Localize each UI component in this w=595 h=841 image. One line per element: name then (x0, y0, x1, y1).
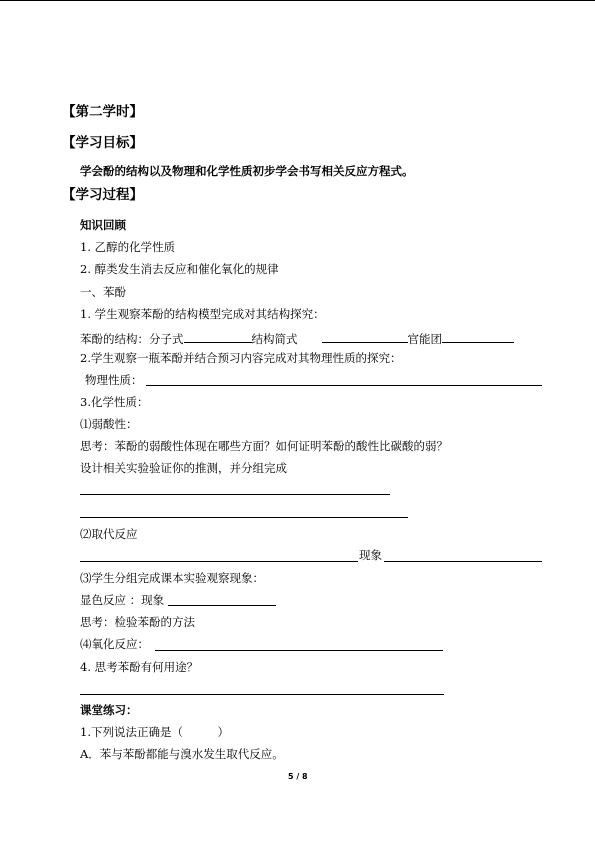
section-goals-heading: 【学习目标】 (62, 135, 143, 151)
color-reaction-label: 显色反应 ：现象 (80, 593, 165, 607)
color-reaction-blank[interactable] (168, 605, 276, 606)
experiment-blank-1[interactable] (80, 494, 390, 495)
section-period-heading: 【第二学时】 (62, 104, 143, 120)
practice-title: 课堂练习： (80, 703, 138, 717)
uses-question: 4. 思考苯酚有何用途？ (80, 660, 199, 674)
acidity-label: ⑴弱酸性： (80, 417, 138, 431)
phenol-heading: 一、苯酚 (80, 285, 126, 299)
experiment-blank-2[interactable] (80, 517, 408, 518)
page-number: 5 / 8 (288, 772, 308, 781)
goal-text: 学会酚的结构以及物理和化学性质初步学会书写相关反应方程式。 (80, 164, 414, 178)
acidity-think-text: 思考：苯酚的弱酸性体现在哪些方面？如何证明苯酚的酸性比碳酸的弱？ (80, 439, 448, 453)
group-experiment-text: ⑶学生分组完成课本实验观察现象： (80, 571, 264, 585)
structure-line (80, 331, 514, 346)
substitution-blank[interactable] (80, 561, 358, 562)
oxidation-label: ⑷氧化反应： (80, 637, 149, 651)
structure-item: 1. 学生观察苯酚的结构模型完成对其结构探究： (80, 307, 325, 321)
substitution-label: ⑵取代反应 (80, 527, 138, 541)
uses-blank[interactable] (80, 694, 444, 695)
functional-group-blank[interactable] (442, 331, 514, 343)
structural-formula-label: 结构简式 (251, 332, 298, 346)
review-item-1: 1. 乙醇的化学性质 (80, 240, 176, 254)
structural-formula-blank[interactable] (322, 331, 408, 343)
molecular-formula-blank[interactable] (184, 331, 252, 343)
chemical-property-item: 3.化学性质： (80, 395, 149, 409)
top-border-line (0, 0, 595, 1)
option-a: A．苯与苯酚都能与溴水发生取代反应。 (80, 747, 284, 761)
review-title: 知识回顾 (80, 218, 126, 232)
physical-property-label: 物理性质： (85, 373, 143, 387)
test-method-text: 思考：检验苯酚的方法 (80, 615, 195, 629)
molecular-formula-label: 苯酚的结构：分子式 (80, 332, 184, 346)
physical-property-item: 2.学生观察一瓶苯酚并结合预习内容完成对其物理性质的探究： (80, 351, 402, 365)
substitution-phenomenon-label: 现象 (359, 548, 382, 562)
functional-group-label: 官能团 (407, 332, 442, 346)
design-experiment-text: 设计相关实验验证你的推测，并分组完成 (80, 461, 287, 475)
physical-property-blank[interactable] (146, 385, 542, 386)
substitution-phenomenon-blank[interactable] (384, 561, 542, 562)
review-item-2: 2. 醇类发生消去反应和催化氧化的规律 (80, 262, 279, 276)
oxidation-blank[interactable] (155, 650, 443, 651)
section-process-heading: 【学习过程】 (62, 187, 143, 203)
question-1: 1.下列说法正确是（ ） (80, 725, 229, 739)
